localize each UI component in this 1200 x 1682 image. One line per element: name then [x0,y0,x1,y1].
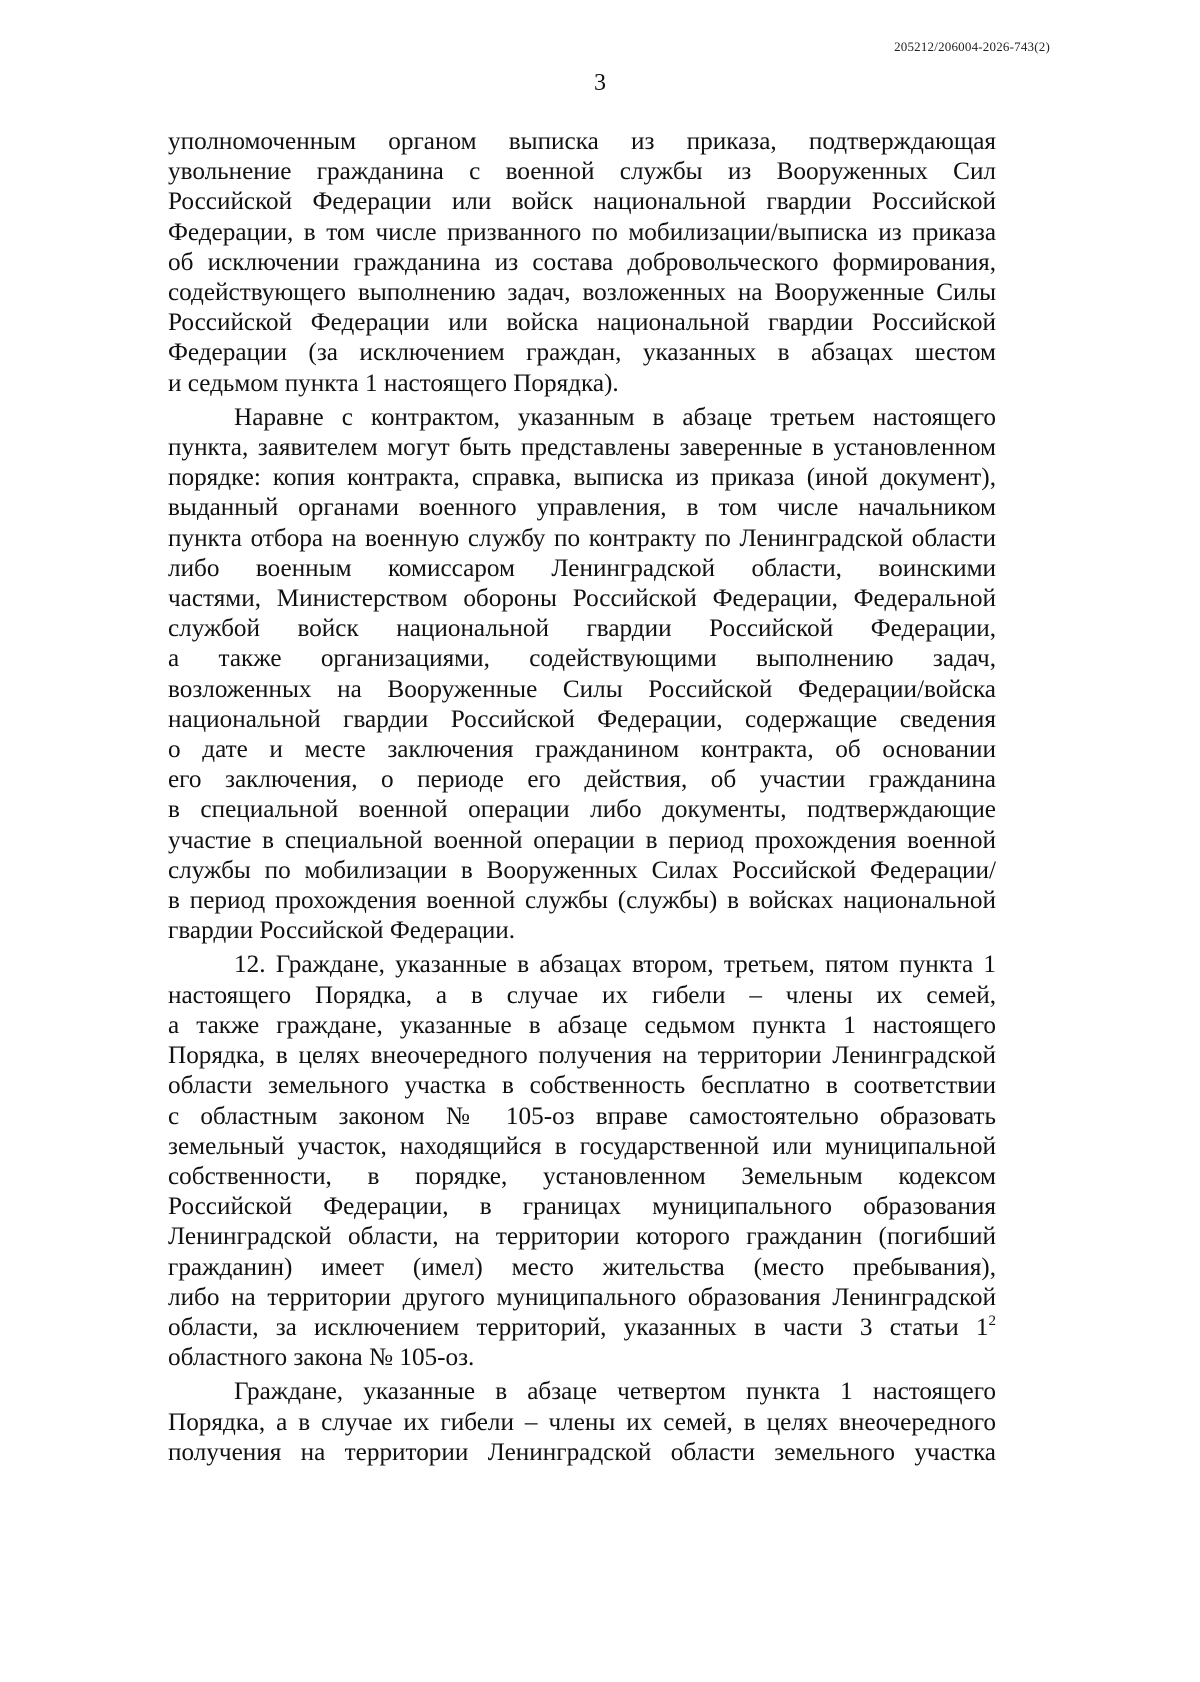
text-line: увольнение гражданина с военной службы из Вооруженных Сил [168,158,996,186]
text-line: Порядка, а в случае их гибели – члены их семей, в целях внеочередного [168,1408,996,1436]
text-line: гражданин) имеет (имел) место жительства (место пребывания), [168,1253,996,1281]
text-line: с областным законом № 105-оз вправе самостоятельно образовать [168,1102,996,1130]
document-body [168,127,996,1472]
text-line-with-superscript [168,1313,996,1343]
text-line: и седьмом пункта 1 настоящего Порядка). [168,369,619,397]
text-line: либо на территории другого муниципального образования Ленинградской [168,1283,996,1311]
text-line: 12. Граждане, указанные в абзацах втором, третьем, пятом пункта 1 [234,951,996,979]
text-line: национальной гвардии Российской Федерации, содержащие сведения [168,705,996,733]
text-line: порядке: копия контракта, справка, выписка из приказа (иной документ), [168,464,996,492]
text-line: содействующего выполнению задач, возложенных на Вооруженные Силы [168,279,996,307]
text-line: службой войск национальной гвардии Российской Федерации, [168,615,996,643]
text-line: либо военным комиссаром Ленинградской области, воинскими [168,554,996,582]
paragraph-contract-documents [168,403,996,947]
text-line: пункта, заявителем могут быть представлены заверенные в установленном [168,434,996,462]
text-line: частями, Министерством обороны Российской Федерации, Федеральной [168,585,996,613]
text-line: пункта отбора на военную службу по контракту по Ленинградской области [168,524,996,552]
text-line: в период прохождения военной службы (службы) в войсках национальной [168,887,996,915]
text-line: Федерации (за исключением граждан, указанных в абзацах шестом [168,339,996,367]
text-line: Ленинградской области, на территории которого гражданин (погибший [168,1223,996,1251]
text-line: Федерации, в том числе призванного по мобилизации/выписка из приказа [168,218,996,246]
text-line: в специальной военной операции либо документы, подтверждающие [168,796,996,824]
text-line: Российской Федерации, в границах муниципального образования [168,1193,996,1221]
page-number: 3 [594,70,606,96]
text-line: Граждане, указанные в абзаце четвертом пункта 1 настоящего [234,1378,996,1406]
text-line: земельный участок, находящийся в государственной или муниципальной [168,1132,996,1160]
text-line: гвардии Российской Федерации. [168,917,516,945]
text-line: областного закона № 105-оз. [168,1344,475,1372]
text-line: службы по мобилизации в Вооруженных Силах Российской Федерации/ [168,856,996,884]
paragraph-continuation [168,127,996,399]
text-line: возложенных на Вооруженные Силы Российской Федерации/войска [168,675,996,703]
text-line: собственности, в порядке, установленном Земельным кодексом [168,1162,996,1190]
text-line: а также граждане, указанные в абзаце седьмом пункта 1 настоящего [168,1011,996,1039]
text-line: Российской Федерации или войска национальной гвардии Российской [168,309,996,337]
text-line: Наравне с контрактом, указанным в абзаце третьем настоящего [234,403,996,431]
text-line: его заключения, о периоде его действия, об участии гражданина [168,766,996,794]
document-id: 205212/206004-2026-743(2) [894,39,1050,54]
text-line: Порядка, в целях внеочередного получения на территории Ленинградской [168,1042,996,1070]
paragraph-item-12 [168,950,996,1373]
text-line: Российской Федерации или войск национальной гвардии Российской [168,188,996,216]
paragraph-citizens-fourth [168,1377,996,1468]
text-line: уполномоченным органом выписка из приказа, подтверждающая [168,128,996,155]
text-line: области, за исключением территорий, указанных в части 3 статьи 1 [168,1313,989,1341]
text-line: получения на территории Ленинградской области земельного участка [168,1438,996,1466]
superscript: 2 [988,1312,996,1329]
text-line: выданный органами военного управления, в том числе начальником [168,494,996,522]
text-line: а также организациями, содействующими выполнению задач, [168,645,996,673]
text-line: участие в специальной военной операции в период прохождения военной [168,826,996,854]
text-line: об исключении гражданина из состава добровольческого формирования, [168,248,996,276]
text-line: области земельного участка в собственность бесплатно в соответствии [168,1072,996,1100]
text-line: настоящего Порядка, а в случае их гибели – члены их семей, [168,981,996,1009]
text-line: о дате и месте заключения гражданином контракта, об основании [168,736,996,764]
